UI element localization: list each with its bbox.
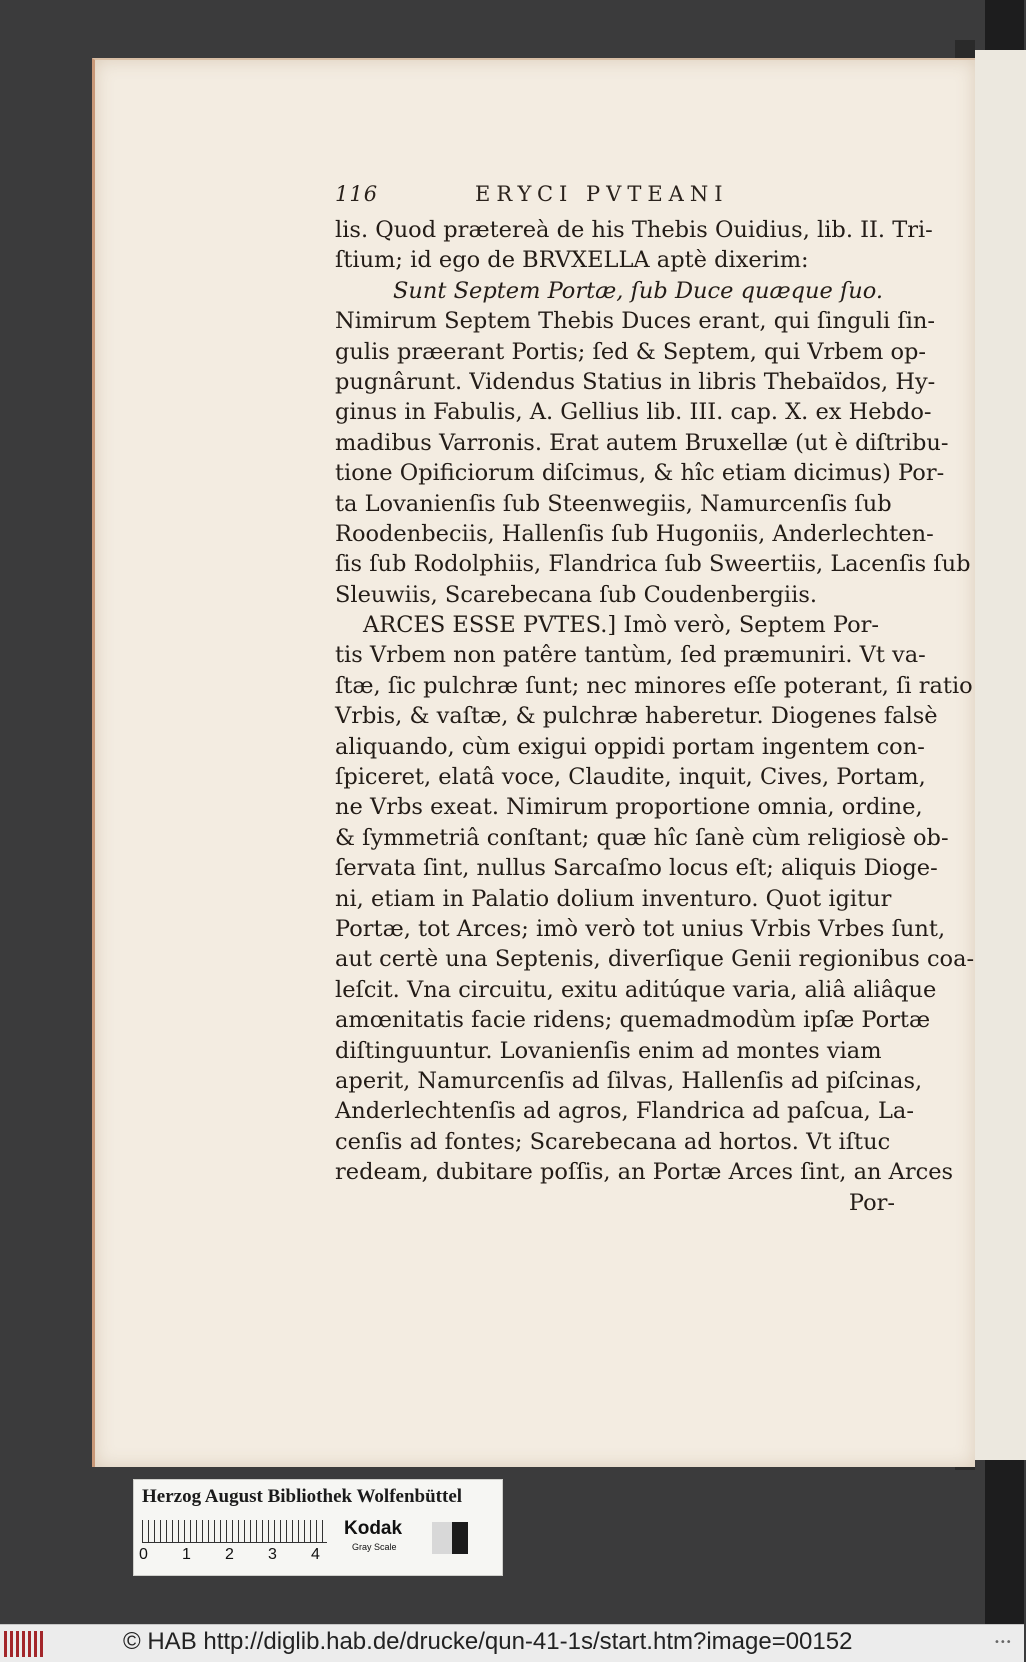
- text-line: Por-: [848, 1189, 895, 1216]
- text-line: aperit, Namurcenſis ad ſilvas, Hallenſis ad piſcinas,: [335, 1067, 923, 1094]
- text-line: tione Opificiorum diſcimus, & hîc etiam dicimus) Por-: [335, 460, 945, 487]
- text-line: ſervata ſint, nullus Sarcaſmo locus eſt; aliquis Dioge-: [335, 855, 938, 882]
- text-line: ARCES ESSE PVTES.] Imò verò, Septem Por-: [363, 612, 880, 639]
- text-line: ne Vrbs exeat. Nimirum proportione omnia, ordine,: [335, 794, 923, 821]
- text-line: Portæ, tot Arces; imò verò tot unius Vrbis Vrbes ſunt,: [335, 915, 946, 942]
- running-head: [335, 182, 875, 212]
- ruler-number: 4: [311, 1546, 320, 1563]
- ruler-number: 3: [268, 1546, 277, 1563]
- gray-swatch-light: [432, 1522, 452, 1554]
- text-line: diſtinguuntur. Lovanienſis enim ad montes viam: [335, 1037, 882, 1064]
- text-line: gulis præerant Portis; ſed & Septem, qui Vrbem op-: [335, 338, 927, 365]
- text-line: ginus in Fabulis, A. Gellius lib. III. cap. X. ex Hebdo-: [335, 399, 932, 426]
- ruler-number: 1: [182, 1546, 191, 1563]
- ruler-number: 2: [225, 1546, 234, 1563]
- text-line: Vrbis, & vaſtæ, & pulchræ haberetur. Diogenes falsè: [335, 703, 938, 730]
- text-line: tis Vrbem non patêre tantùm, ſed præmuniri. Vt va-: [335, 642, 926, 669]
- text-line: Sunt Septem Portæ, ſub Duce quæque ſuo.: [393, 277, 884, 304]
- text-line: Nimirum Septem Thebis Duces erant, qui ſinguli ſin-: [335, 308, 936, 335]
- viewer-footer: [0, 1624, 1024, 1662]
- hab-logo-icon: [4, 1631, 44, 1657]
- more-options-icon[interactable]: •••: [994, 1637, 1012, 1648]
- text-line: lis. Quod prætereà de his Thebis Ouidius, lib. II. Tri-: [335, 217, 933, 243]
- book-page: [92, 58, 975, 1467]
- page-number: 116: [335, 182, 379, 206]
- text-line: madibus Varronis. Erat autem Bruxellæ (ut è diſtribu-: [335, 429, 949, 456]
- source-url-link[interactable]: © HAB http://diglib.hab.de/drucke/qun-41-1s/start.htm?image=00152: [123, 1628, 853, 1655]
- text-line: ſpiceret, elatâ voce, Claudite, inquit, Cives, Portam,: [335, 764, 926, 791]
- text-line: ſis ſub Rodolphiis, Flandrica ſub Sweertiis, Lacenſis ſub: [335, 551, 971, 578]
- text-line: pugnârunt. Videndus Statius in libris Thebaïdos, Hy-: [335, 368, 936, 395]
- library-name: Herzog August Bibliothek Wolfenbüttel: [142, 1486, 463, 1507]
- text-line: redeam, dubitare poſſis, an Portæ Arces ſint, an Arces: [335, 1159, 954, 1186]
- text-line: ſtæ, ſic pulchræ ſunt; nec minores eſſe poterant, ſi ratio: [335, 672, 973, 699]
- text-line: aliquando, cùm exigui oppidi portam ingentem con-: [335, 733, 925, 760]
- color-calibration-card: [133, 1479, 503, 1576]
- text-line: & ſymmetriâ conſtant; quæ hîc ſanè cùm religiosè ob-: [335, 824, 949, 851]
- text-line: Roodenbeciis, Hallenſis ſub Hugoniis, Anderlechten-: [335, 520, 934, 547]
- text-line: ni, etiam in Palatio dolium inventuro. Quot igitur: [335, 885, 892, 912]
- text-line: amœnitatis facie ridens; quemadmodùm ipſæ Portæ: [335, 1007, 931, 1034]
- text-line: Anderlechtenſis ad agros, Flandrica ad paſcua, La-: [335, 1098, 914, 1125]
- text-line: cenſis ad fontes; Scarebecana ad hortos. Vt iſtuc: [335, 1128, 891, 1155]
- text-line: ſtium; id ego de BRVXELLA aptè dixerim:: [335, 247, 809, 274]
- facing-page-edge: [966, 50, 1026, 1460]
- page-text: [335, 215, 975, 1218]
- ruler-scale: [142, 1520, 327, 1543]
- gray-scale-label: Gray Scale: [352, 1542, 397, 1552]
- text-line: aut certè una Septenis, diverſique Genii regionibus coa-: [335, 946, 975, 973]
- gray-swatch-dark: [452, 1522, 468, 1554]
- running-title: ERYCI PVTEANI: [475, 182, 729, 206]
- text-line: ta Lovanienſis ſub Steenwegiis, Namurcenſis ſub: [335, 490, 892, 517]
- text-line: Sleuwiis, Scarebecana ſub Coudenbergiis.: [335, 581, 818, 608]
- kodak-logo: Kodak: [344, 1518, 403, 1539]
- text-line: leſcit. Vna circuitu, exitu aditúque varia, aliâ aliâque: [335, 976, 937, 1003]
- ruler-number: 0: [139, 1546, 148, 1563]
